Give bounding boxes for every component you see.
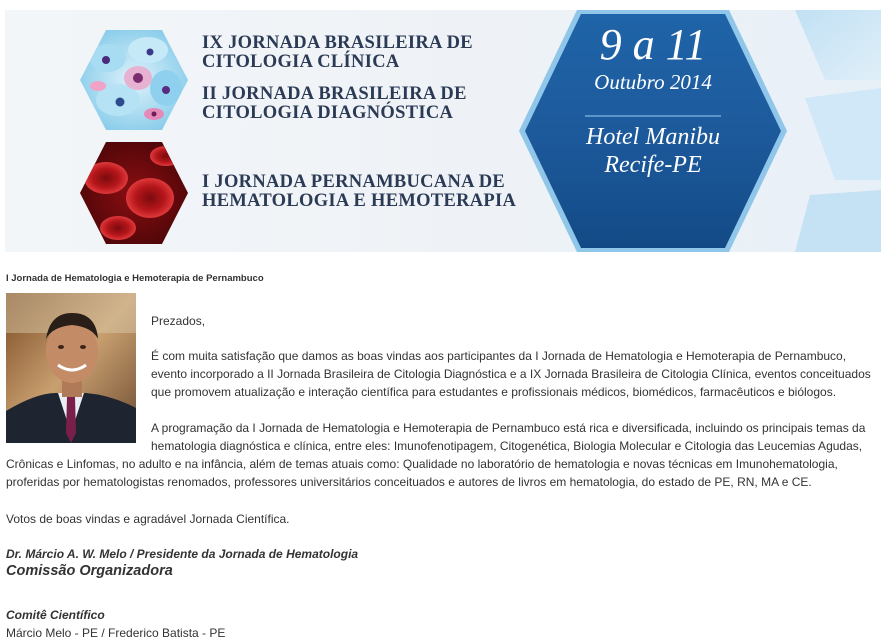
paragraph-line: É com muita satisfação que damos as boas vindas aos participantes da I Jornada de Hematologia e Hemoterapia de Pernambuco, bbox=[151, 349, 847, 363]
page-title: I Jornada de Hematologia e Hemoterapia de Pernambuco bbox=[6, 273, 264, 284]
closing-line: Votos de boas vindas e agradável Jornada Científica. bbox=[6, 512, 290, 526]
greeting: Prezados, bbox=[151, 314, 206, 328]
banner-title-line: II JORNADA BRASILEIRA DE bbox=[202, 84, 467, 104]
banner-title-line: IX JORNADA BRASILEIRA DE bbox=[202, 33, 473, 53]
committee-heading: Comissão Organizadora bbox=[6, 563, 173, 579]
paragraph-line: evento incorporado a II Jornada Brasileira de Citologia Diagnóstica e a IX Jornada Brasileira de Citologia Clínica, eventos conceituados bbox=[151, 367, 871, 381]
scientific-committee-members: Márcio Melo - PE / Frederico Batista - PE bbox=[6, 626, 226, 640]
paragraph-line: Crônicas e Linfomas, no adulto e na infância, além de temas atuais como: Qualidade no laboratório de hematologia e novas técnicas em Imunohematologia, bbox=[6, 457, 838, 471]
event-dates: 9 a 11 bbox=[599, 20, 707, 69]
president-photo bbox=[6, 293, 136, 443]
paragraph-line: A programação da I Jornada de Hematologia e Hemoterapia de Pernambuco está rica e diversificada, incluindo os principais temas da bbox=[151, 421, 866, 435]
event-month: Outubro 2014 bbox=[594, 70, 712, 94]
banner-title-line: CITOLOGIA DIAGNÓSTICA bbox=[202, 103, 454, 123]
banner-title-line: CITOLOGIA CLÍNICA bbox=[202, 52, 400, 72]
banner-title-line: HEMATOLOGIA E HEMOTERAPIA bbox=[202, 191, 517, 211]
scientific-committee-heading: Comitê Científico bbox=[6, 608, 105, 622]
banner-title-line: I JORNADA PERNAMBUCANA DE bbox=[202, 172, 505, 192]
red-blood-cells-image bbox=[78, 140, 190, 246]
event-venue: Hotel Manibu bbox=[586, 124, 720, 150]
paragraph-line: proferidas por hematologistas renomados, professores universitários conceituados e autores de livros em hematologia, do estado de PE, RN, MA e CE. bbox=[6, 475, 812, 489]
paragraph-line: que promovem atualização e interação científica para estudantes e profissionais médicos, biomédicos, farmacêuticos e biólogos. bbox=[151, 385, 837, 399]
paragraph-line: hematologia diagnóstica e clínica, entre eles: Imunofenotipagem, Citogenética, Biologia Molecular e Citologia das Leucemias Agudas, bbox=[151, 439, 863, 453]
event-city: Recife-PE bbox=[604, 152, 702, 178]
cytology-cells-image bbox=[78, 28, 190, 132]
signature: Dr. Márcio A. W. Melo / Presidente da Jornada de Hematologia bbox=[6, 547, 359, 561]
event-banner bbox=[5, 10, 881, 252]
